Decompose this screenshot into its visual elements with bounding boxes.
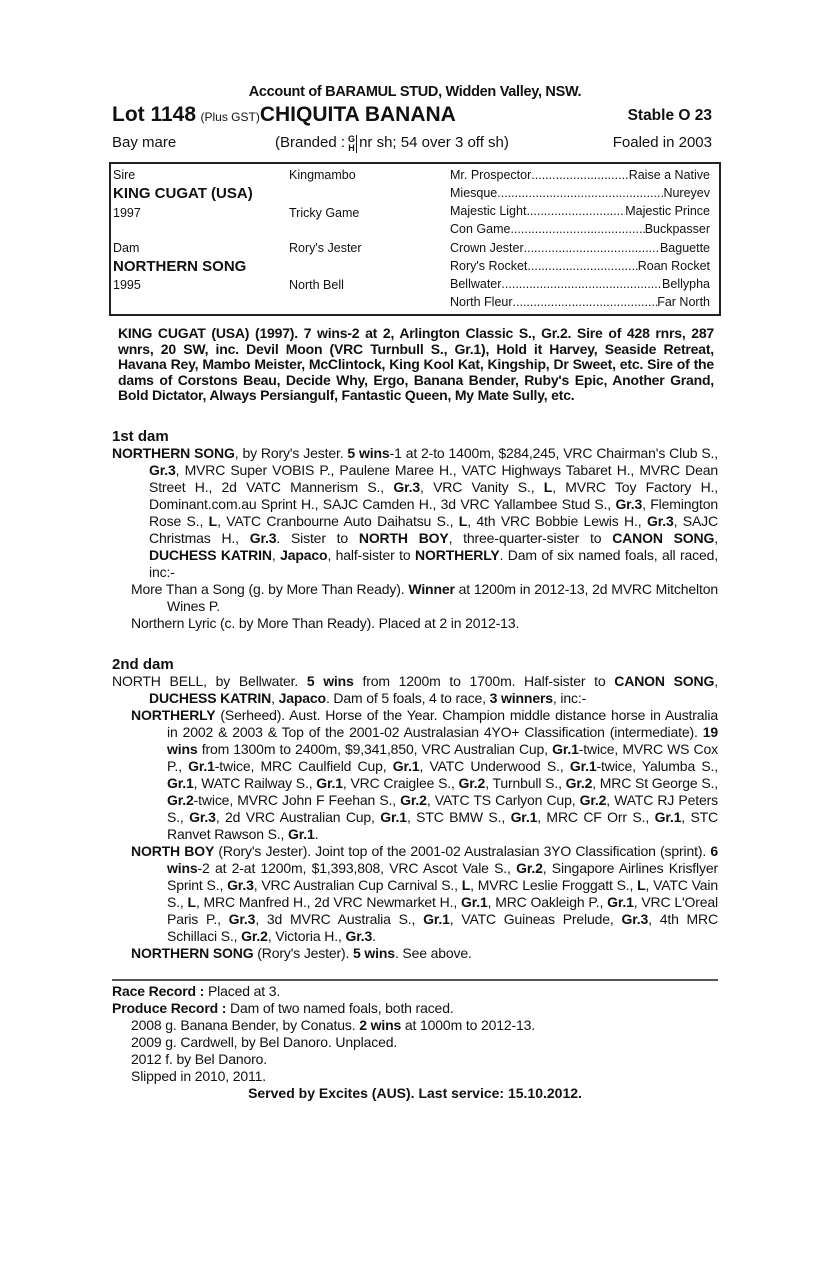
bold-text: Gr.3: [189, 808, 216, 825]
text: Dam of two named foals, both raced.: [230, 999, 454, 1016]
bold-text: NORTH BOY: [131, 842, 215, 859]
text: , STC Ranvet Rawson S.,: [167, 808, 719, 842]
text: . Sister to: [276, 529, 359, 546]
bold-text: Gr.3: [646, 512, 674, 529]
ggparent-sire: Majestic Prince: [625, 204, 710, 218]
bold-text: 2 wins: [359, 1016, 402, 1033]
bold-text: Gr.1: [607, 893, 634, 910]
text: ,: [271, 689, 279, 706]
paragraph: [112, 673, 718, 707]
bold-text: DUCHESS KATRIN: [149, 546, 272, 563]
brand-bottom: H: [348, 143, 355, 153]
bold-text: Gr.1: [380, 808, 407, 825]
text: ,: [271, 546, 281, 563]
vendor-account: Account of BARAMUL STUD, Widden Valley, NSW.: [248, 84, 582, 100]
ggparent-name: Mr. Prospector: [450, 168, 532, 182]
text: 2012 f. by Bel Danoro.: [131, 1050, 268, 1067]
text: .: [314, 825, 319, 842]
great-grandparent-row: [450, 241, 710, 255]
text: , VRC Craiglee S.,: [342, 774, 459, 791]
section-heading: 2nd dam: [112, 655, 174, 673]
text: -twice, MRC Caulfield Cup,: [214, 757, 393, 774]
paragraph: [112, 1000, 718, 1017]
bold-text: Gr.1: [460, 893, 488, 910]
text: ,: [714, 672, 718, 689]
dam-name: NORTHERN SONG: [113, 258, 247, 275]
text: at 1200m in 2012-13, 2d MVRC Mitchelton Wines P.: [167, 580, 718, 614]
paragraph: [131, 581, 718, 615]
bold-text: Gr.1: [188, 757, 215, 774]
text: , MRC Manfred H., 2d VRC Newmarket H.,: [195, 893, 461, 910]
leader-dots: [531, 168, 628, 182]
ggparent-name: Con Game: [450, 222, 511, 236]
text: (Rory's Jester). Joint top of the 2001-02 Australasian 3YO Classification (sprint).: [214, 842, 711, 859]
text: (Rory's Jester).: [253, 944, 354, 961]
pedigree-table: [109, 162, 721, 316]
bold-text: Gr.3: [393, 478, 420, 495]
served-note: Served by Excites (AUS). Last service: 15.10.2012.: [248, 1084, 582, 1101]
paragraph: [112, 445, 718, 581]
dam-year: 1995: [113, 278, 141, 292]
catalogue-page: [112, 82, 718, 1102]
paragraph: [131, 1017, 718, 1034]
text: , VATC Guineas Prelude,: [449, 910, 622, 927]
bold-text: 5 wins: [347, 444, 390, 461]
text: (Serheed). Aust. Horse of the Year. Champion middle distance horse in Australia in 2002 & 2003 & Top of the 2001-02 Australasian 4YO+ Classification (intermediate).: [167, 706, 718, 740]
bold-text: Gr.1: [316, 774, 343, 791]
bold-text: 6 wins: [167, 842, 718, 876]
bold-text: DUCHESS KATRIN: [149, 689, 272, 706]
text: -2 at 2-at 1200m, $1,393,808, VRC Ascot Vale S.,: [197, 859, 517, 876]
bold-text: NORTHERN SONG: [131, 944, 254, 961]
text: Northern Lyric (c. by More Than Ready). Placed at 2 in 2012-13.: [131, 614, 520, 631]
bold-text: Japaco: [278, 689, 326, 706]
paragraph: [131, 1051, 718, 1068]
bold-text: Gr.3: [227, 876, 254, 893]
text: , VATC Underwood S.,: [419, 757, 570, 774]
text: , Turnbull S.,: [485, 774, 566, 791]
brand-mark: [348, 135, 357, 153]
bold-text: L: [208, 512, 218, 529]
text: , VATC TS Carlyon Cup,: [426, 791, 580, 808]
ggparent-name: Crown Jester: [450, 241, 524, 255]
grandsire-paternal: Kingmambo: [289, 168, 356, 182]
bold-text: Produce Record :: [112, 999, 231, 1016]
bold-text: Race Record :: [112, 982, 208, 999]
paragraph: [131, 1034, 718, 1051]
bold-text: CANON SONG: [612, 529, 715, 546]
bold-text: Gr.1: [510, 808, 538, 825]
sire-name: KING CUGAT (USA): [113, 185, 253, 202]
bold-text: Winner: [408, 580, 455, 597]
bold-text: Gr.2: [458, 774, 486, 791]
brand-suffix: nr sh; 54 over 3 off sh): [359, 134, 509, 151]
horse-details: [112, 128, 718, 156]
ggparent-sire: Far North: [657, 295, 710, 309]
bold-text: NORTHERLY: [415, 546, 500, 563]
leader-dots: [526, 204, 625, 218]
divider: [112, 979, 718, 981]
bold-text: Gr.1: [569, 757, 597, 774]
text: . See above.: [394, 944, 472, 961]
text: , 3d MVRC Australia S.,: [255, 910, 424, 927]
leader-dots: [513, 295, 658, 309]
bold-text: Gr.2: [400, 791, 427, 808]
grandsire-maternal: Rory's Jester: [289, 241, 362, 255]
gst-note: (Plus GST): [200, 110, 260, 124]
bold-text: Japaco: [280, 546, 328, 563]
ggparent-sire: Bellypha: [662, 277, 710, 291]
text: , MVRC Leslie Froggatt S.,: [470, 876, 638, 893]
bold-text: Gr.2: [167, 791, 194, 808]
bold-text: Gr.2: [516, 859, 543, 876]
bold-text: 3 winners: [489, 689, 553, 706]
text: NORTH BELL, by Bellwater.: [112, 672, 307, 689]
great-grandparent-row: [450, 168, 710, 182]
leader-dots: [497, 186, 663, 200]
great-grandparent-row: [450, 222, 710, 236]
text: , VRC Vanity S.,: [420, 478, 544, 495]
foaled-year: Foaled in 2003: [612, 134, 712, 151]
text: . Dam of six named foals, all raced, inc:-: [149, 546, 719, 580]
section-heading: 1st dam: [112, 427, 169, 445]
bold-text: NORTH BOY: [358, 529, 449, 546]
text: , WATC RJ Peters S.,: [167, 791, 718, 825]
brand-prefix: (Branded :: [275, 134, 346, 151]
lot-number: Lot 1148: [112, 103, 197, 126]
paragraph: [131, 843, 718, 945]
granddam-paternal: Tricky Game: [289, 206, 360, 220]
ggparent-name: North Fleur: [450, 295, 513, 309]
bold-text: L: [461, 876, 471, 893]
text: Placed at 3.: [207, 982, 281, 999]
text: , inc:-: [552, 689, 587, 706]
text: , SAJC Christmas H.,: [149, 512, 718, 546]
brand-top: G: [348, 134, 356, 144]
leader-dots: [510, 222, 644, 236]
bold-text: Gr.3: [621, 910, 649, 927]
ggparent-name: Bellwater: [450, 277, 502, 291]
text: , MRC CF Orr S.,: [537, 808, 655, 825]
text: , VATC Vain S.,: [167, 876, 718, 910]
lot-line: [112, 102, 718, 128]
text: , MRC Oakleigh P.,: [487, 893, 608, 910]
text: Slipped in 2010, 2011.: [131, 1067, 266, 1084]
text: , MVRC Super VOBIS P., Paulene Maree H., VATC Highways Tabaret H., MVRC Dean Street H., 2d VATC Mannerism S.,: [149, 461, 718, 495]
bold-text: Gr.2: [579, 791, 607, 808]
text: , 2d VRC Australian Cup,: [215, 808, 381, 825]
bold-text: Gr.3: [615, 495, 643, 512]
bold-text: Gr.3: [345, 927, 373, 944]
bold-text: L: [458, 512, 468, 529]
paragraph: [131, 945, 718, 962]
bold-text: Gr.3: [149, 461, 176, 478]
great-grandparent-row: [450, 186, 710, 200]
paragraph: [131, 615, 718, 632]
bold-text: L: [637, 876, 646, 893]
ggparent-name: Majestic Light: [450, 204, 527, 218]
text: at 1000m to 2012-13.: [401, 1016, 536, 1033]
leader-dots: [501, 277, 662, 291]
sire-summary: KING CUGAT (USA) (1997). 7 wins-2 at 2, Arlington Classic S., Gr.2. Sire of 428 rnrs, 287 wnrs, 20 SW, inc. Devil Moon (VRC Turnbull S., Gr.1), Hold it Harvey, Seaside Retreat, Havana Rey, Mambo Meister, McClintock, King Kool Kat, Kingship, Dr Sweet, etc. Sire of the dams of Corstons Beau, Decide Why, Ergo, Banana Bender, Ruby's Epic, Another Grand, Bold Dictator, Always Persiangulf, Fantastic Queen, My Mate Sully, etc.: [118, 325, 714, 403]
bold-text: 5 wins: [353, 944, 395, 961]
text: -twice, Yalumba S.,: [596, 757, 719, 774]
bold-text: Gr.1: [392, 757, 420, 774]
great-grandparent-row: [450, 277, 710, 291]
text: , Victoria H.,: [267, 927, 346, 944]
text: -twice, MVRC WS Cox P.,: [167, 740, 718, 774]
bold-text: L: [543, 478, 553, 495]
text: ,: [714, 529, 718, 546]
stable-number: Stable O 23: [627, 107, 712, 124]
text: 2009 g. Cardwell, by Bel Danoro. Unplaced.: [131, 1033, 398, 1050]
text: , VRC L'Oreal Paris P.,: [167, 893, 718, 927]
horse-name: CHIQUITA BANANA: [259, 103, 456, 126]
ggparent-sire: Baguette: [659, 241, 710, 255]
sire-year: 1997: [113, 206, 141, 220]
ggparent-sire: Buckpasser: [644, 222, 710, 236]
bold-text: L: [187, 893, 196, 910]
leader-dots: [524, 241, 660, 255]
ggparent-sire: Nureyev: [663, 186, 710, 200]
bold-text: Gr.1: [552, 740, 579, 757]
great-grandparent-row: [450, 295, 710, 309]
great-grandparent-row: [450, 204, 710, 218]
bold-text: Gr.3: [249, 529, 277, 546]
text: 2008 g. Banana Bender, by Conatus.: [131, 1016, 360, 1033]
bold-text: NORTHERN SONG: [112, 444, 235, 461]
ggparent-sire: Roan Rocket: [637, 259, 710, 273]
bold-text: 19 wins: [167, 723, 718, 757]
bold-text: Gr.1: [423, 910, 450, 927]
text: More Than a Song (g. by More Than Ready).: [131, 580, 409, 597]
bold-text: Gr.1: [288, 825, 315, 842]
text: , STC BMW S.,: [406, 808, 511, 825]
granddam-maternal: North Bell: [289, 278, 344, 292]
text: , 4th MRC Schillaci S.,: [167, 910, 718, 944]
text: -twice, MVRC John F Feehan S.,: [193, 791, 401, 808]
leader-dots: [527, 259, 637, 273]
text: , VATC Cranbourne Auto Daihatsu S.,: [217, 512, 459, 529]
text: , WATC Railway S.,: [193, 774, 317, 791]
text: , half-sister to: [327, 546, 416, 563]
bold-text: Gr.2: [565, 774, 593, 791]
text: .: [372, 927, 376, 944]
bold-text: CANON SONG: [614, 672, 715, 689]
dam-label: Dam: [113, 241, 140, 255]
text: , 4th VRC Bobbie Lewis H.,: [467, 512, 647, 529]
text: , Flemington Rose S.,: [149, 495, 718, 529]
text: . Dam of 5 foals, 4 to race,: [325, 689, 490, 706]
ggparent-name: Rory's Rocket: [450, 259, 528, 273]
sire-label: Sire: [113, 168, 136, 182]
color-sex: Bay mare: [112, 134, 177, 151]
text: from 1200m to 1700m. Half-sister to: [353, 672, 615, 689]
text: from 1300m to 2400m, $9,341,850, VRC Australian Cup,: [197, 740, 553, 757]
bold-text: Gr.2: [241, 927, 268, 944]
brand-description: [275, 128, 509, 158]
paragraph: [131, 1068, 718, 1085]
bold-text: Gr.1: [167, 774, 194, 791]
text: , MVRC Toy Factory H., Dominant.com.au Sprint H., SAJC Camden H., 3d VRC Yallambee Stud S.,: [149, 478, 719, 512]
bold-text: Gr.1: [654, 808, 682, 825]
paragraph: [112, 983, 718, 1000]
text: , VRC Australian Cup Carnival S.,: [253, 876, 462, 893]
great-grandparent-row: [450, 259, 710, 273]
bold-text: NORTHERLY: [131, 706, 216, 723]
ggparent-name: Miesque: [450, 186, 498, 200]
text: , MRC St George S.,: [592, 774, 719, 791]
bold-text: 5 wins: [306, 672, 354, 689]
ggparent-sire: Raise a Native: [628, 168, 710, 182]
text: , Singapore Airlines Krisflyer Sprint S.,: [167, 859, 719, 893]
text: -1 at 2-to 1400m, $284,245, VRC Chairman's Club S.,: [389, 444, 718, 461]
text: , three-quarter-sister to: [448, 529, 613, 546]
paragraph: [131, 707, 718, 843]
text: , by Rory's Jester.: [234, 444, 348, 461]
bold-text: Gr.3: [228, 910, 256, 927]
